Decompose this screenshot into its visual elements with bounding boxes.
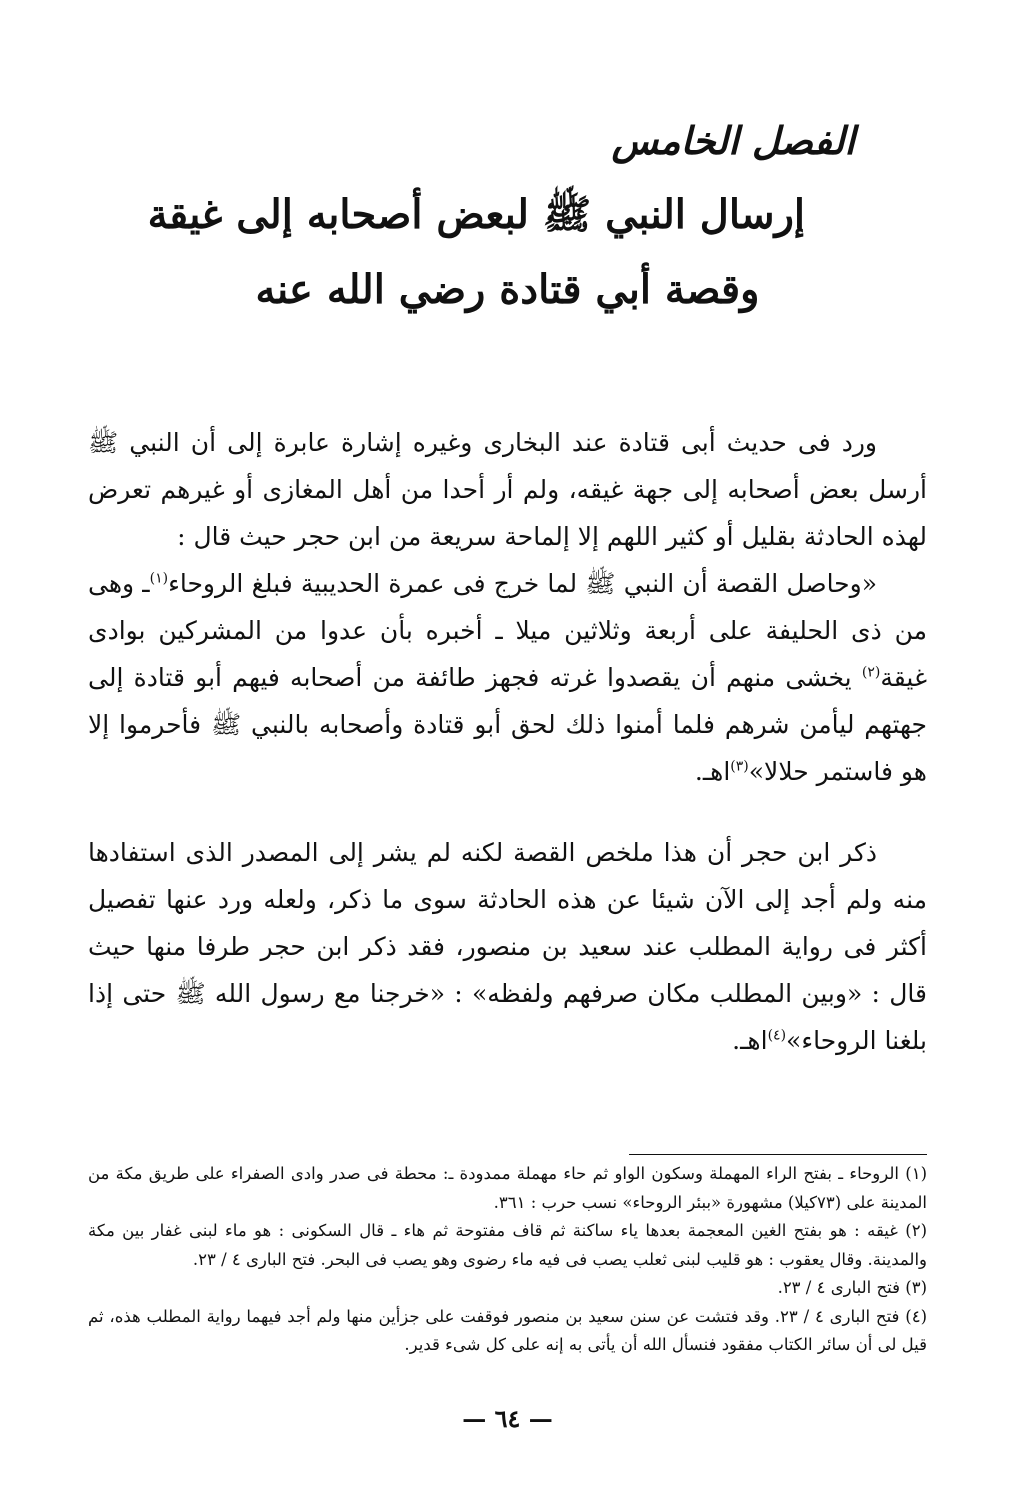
paragraph-2 [88,560,927,795]
paragraph-1: ورد فى حديث أبى قتادة عند البخارى وغيره إشارة عابرة إلى أن النبي ﷺ أرسل بعض أصحابه إلى جهة غيقه، ولم أر أحدا من أهل المغازى أو غيرهم تعرض لهذه الحادثة بقليل أو كثير اللهم إلا إلماحة سريعة من ابن حجر حيث قال : [88,428,927,551]
paragraph-2-part-d: اهـ. [694,757,731,786]
chapter-label: الفصل الخامس [611,118,855,163]
footnotes [88,1160,927,1360]
chapter-title-line-1: إرسال النبي ﷺ لبعض أصحابه إلى غيقة [147,191,805,238]
paragraph-2-part-c: يخشى منهم أن يقصدوا غرته فجهز طائفة من أصحابه فيهم أبو قتادة إلى جهتهم ليأمن شرهم فلما أمنوا ذلك لحق أبو قتادة وأصحابه بالنبي ﷺ فأحرموا إلا هو فاستمر حلالا» [88,663,927,786]
chapter-title-line-2: وقصة أبي قتادة رضي الله عنه [255,266,760,313]
paragraph-2-part-b: ـ وهى من ذى الحليفة على أربعة وثلاثين ميلا ـ أخبره بأن عدوا من المشركين بوادى غيقة [88,569,928,692]
footnote-1: (١) الروحاء ـ بفتح الراء المهملة وسكون الواو ثم حاء مهملة ممدودة ـ: محطة فى صدر وادى الصفراء على طريق مكة من المدينة على (٧٣كيلا) مشهورة «ببئر الروحاء» نسب حرب : ٣٦١. [88,1164,927,1212]
footnote-ref-4: (٤) [767,1027,787,1044]
page-number: — ٦٤ — [462,1404,553,1433]
footnote-ref-1: (١) [149,570,169,587]
footnote-2: (٢) غيقه : هو بفتح الغين المعجمة بعدها ياء ساكنة ثم قاف مفتوحة ثم هاء ـ قال السكونى : هو ماء لبنى غفار بين مكة والمدينة. وقال يعقوب : هو قليب لبنى ثعلب يصب فى فيه ماء رضوى وهو يصب فى البحر. فتح البارى ٤ / ٢٣. [88,1221,927,1269]
footnote-ref-3: (٣) [730,758,749,775]
paragraph-3-part-b: اهـ. [732,1026,768,1055]
footnote-divider [629,1154,927,1155]
paragraph-3-part-a: ذكر ابن حجر أن هذا ملخص القصة لكنه لم يشر إلى المصدر الذى استفادها منه ولم أجد إلى الآن شيئا عن هذه الحادثة سوى ما ذكر، ولعله ورد عنها تفصيل أكثر فى رواية المطلب عند سعيد بن منصور، فقد ذكر ابن حجر طرفا منها حيث قال : «وبين المطلب مكان صرفهم ولفظه» : «خرجنا مع رسول الله ﷺ حتى إذا بلغنا الروحاء» [88,838,927,1055]
paragraph-2-part-a: «وحاصل القصة أن النبي ﷺ لما خرج فى عمرة الحديبية فبلغ الروحاء [168,569,878,598]
body-section-1 [88,419,927,795]
footnote-3: (٣) فتح البارى ٤ / ٢٣. [777,1278,927,1297]
body-section-2 [88,829,927,1064]
footnote-ref-2: (٢) [861,664,881,681]
paragraph-3 [88,829,927,1064]
footnote-4: (٤) فتح البارى ٤ / ٢٣. وقد فتشت عن سنن سعيد بن منصور فوقفت على جزأين منها ولم أجد فيهما رواية المطلب هذه، ثم قيل لى أن سائر الكتاب مفقود فنسأل الله أن يأتى به إنه على كل شىء قدير. [88,1306,927,1354]
